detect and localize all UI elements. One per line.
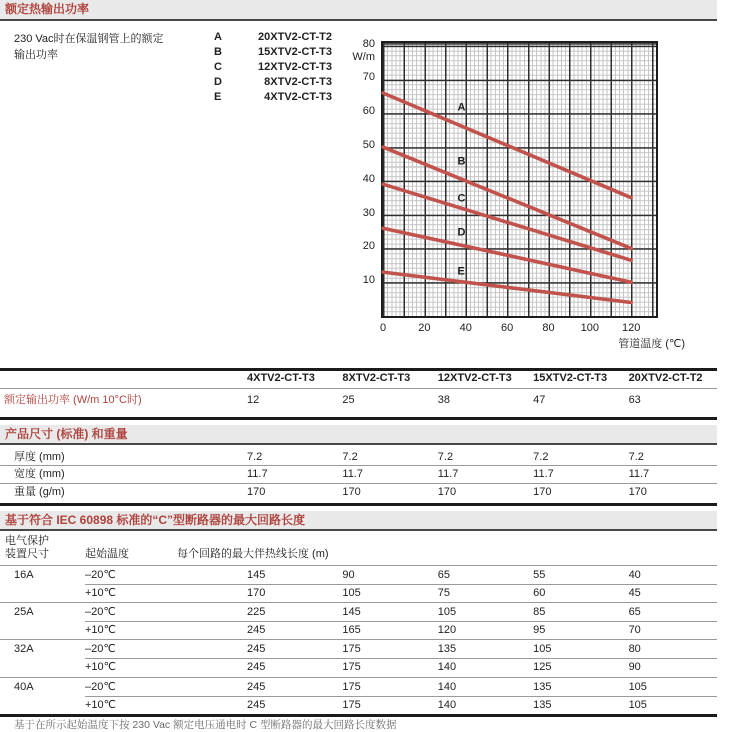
start-temp: –20℃: [85, 606, 116, 618]
cell-value: 11.7: [533, 468, 554, 480]
circuit-row: [0, 699, 717, 712]
series-label-D: D: [457, 226, 466, 239]
circuit-row: [0, 606, 717, 619]
cell-value: 95: [533, 624, 546, 636]
circuit-col1-header: 电气保护 装置尺寸: [5, 535, 49, 560]
column-header: 4XTV2-CT-T3: [247, 372, 315, 384]
series-line-E: [383, 272, 631, 302]
cell-value: 12: [247, 394, 260, 406]
divider: [0, 677, 717, 678]
cell-value: 65: [437, 569, 451, 581]
device-size: 40A: [14, 681, 34, 693]
series-label-A: A: [457, 101, 466, 114]
legend-key: D: [214, 76, 222, 88]
x-tick-label: 60: [500, 322, 514, 334]
cell-value: 170: [247, 486, 266, 498]
divider: [0, 368, 717, 371]
y-tick-label: 50: [362, 139, 375, 152]
dimensions-row-weight: [0, 486, 717, 499]
cell-value: 47: [533, 394, 546, 406]
cell-value: 65: [628, 606, 641, 618]
cell-value: 145: [247, 569, 266, 581]
circuit-col2-header: 起始温度: [85, 548, 129, 560]
cell-value: 80: [628, 643, 641, 655]
cell-value: 11.7: [437, 468, 459, 480]
cell-value: 140: [437, 699, 457, 711]
cell-value: 170: [628, 486, 647, 498]
row-label: 额定输出功率 (W/m 10°C时): [4, 394, 142, 406]
cell-value: 70: [628, 624, 641, 636]
cell-value: 175: [342, 643, 361, 655]
cell-value: 105: [342, 587, 361, 599]
x-tick-label: 80: [542, 322, 555, 334]
cell-value: 175: [342, 681, 361, 693]
y-tick-label: 70: [362, 71, 375, 84]
start-temp: +10℃: [85, 699, 117, 711]
chart-lines: [383, 43, 656, 316]
y-axis-unit-label: W/m: [352, 51, 375, 63]
row-label: 厚度 (mm): [14, 451, 65, 463]
divider: [0, 483, 717, 484]
dimensions-row-thickness: [0, 451, 717, 464]
column-header: 8XTV2-CT-T3: [342, 372, 411, 384]
cell-value: 170: [437, 486, 457, 498]
output-power-chart: [381, 41, 658, 318]
cell-value: 7.2: [628, 451, 644, 463]
column-header: 15XTV2-CT-T3: [533, 372, 608, 384]
legend-label: 8XTV2-CT-T3: [264, 76, 332, 88]
x-tick-label: 120: [621, 322, 641, 334]
circuit-row: [0, 681, 717, 694]
divider: [0, 503, 717, 506]
start-temp: +10℃: [85, 587, 117, 599]
dimensions-row-width: [0, 468, 717, 481]
section-title-circuit-length: [0, 511, 717, 529]
cell-value: 7.2: [437, 451, 454, 463]
cell-value: 225: [247, 606, 266, 618]
cell-value: 85: [533, 606, 546, 618]
cell-value: 11.7: [342, 468, 363, 480]
divider: [0, 565, 717, 566]
cell-value: 170: [247, 587, 266, 599]
divider: [85, 696, 717, 697]
legend-key: A: [214, 31, 222, 43]
series-label-B: B: [457, 155, 466, 168]
divider: [0, 443, 717, 445]
power-table-row: [0, 394, 717, 407]
cell-value: 11.7: [247, 468, 268, 480]
cell-value: 245: [247, 643, 266, 655]
legend-item: [214, 91, 332, 106]
section-title-text: 基于符合 IEC 60898 标准的“C”型断路器的最大回路长度: [5, 513, 306, 527]
x-axis-title: 管道温度 (℃): [618, 338, 685, 350]
column-header: 20XTV2-CT-T2: [628, 372, 703, 384]
series-line-B: [383, 147, 631, 248]
cell-value: 175: [342, 661, 361, 673]
cell-value: 135: [533, 699, 552, 711]
y-tick-label: 60: [362, 105, 375, 118]
start-temp: +10℃: [85, 624, 117, 636]
divider: [0, 465, 717, 466]
y-tick-label: 40: [362, 172, 375, 185]
cell-value: 90: [628, 661, 641, 673]
intro-text: [14, 31, 164, 63]
cell-value: 7.2: [533, 451, 549, 463]
device-size: 25A: [14, 606, 34, 618]
cell-value: 125: [533, 661, 552, 673]
y-tick-label: 10: [362, 274, 375, 287]
y-tick-label: 30: [362, 206, 375, 219]
start-temp: –20℃: [85, 569, 116, 581]
divider: [0, 639, 717, 640]
intro-line-2: 输出功率: [14, 49, 58, 61]
cell-value: 45: [628, 587, 641, 599]
cell-value: 7.2: [342, 451, 358, 463]
cell-value: 170: [533, 486, 552, 498]
cell-value: 105: [628, 681, 647, 693]
cell-value: 145: [342, 606, 361, 618]
cell-value: 135: [533, 681, 552, 693]
x-tick-label: 20: [418, 322, 431, 334]
power-table-header-row: [0, 372, 717, 385]
legend-item: [214, 31, 332, 46]
row-label: 重量 (g/m): [14, 486, 65, 498]
x-tick-label: 0: [379, 322, 387, 334]
circuit-row: [0, 661, 717, 674]
start-temp: +10℃: [85, 661, 117, 673]
cell-value: 135: [437, 643, 457, 655]
divider: [0, 417, 717, 420]
circuit-row: [0, 569, 717, 582]
legend-label: 4XTV2-CT-T3: [264, 91, 332, 103]
start-temp: –20℃: [85, 643, 116, 655]
cell-value: 140: [437, 681, 457, 693]
cell-value: 170: [342, 486, 361, 498]
legend-label: 15XTV2-CT-T3: [258, 46, 332, 58]
divider: [0, 602, 717, 603]
x-tick-label: 100: [580, 322, 599, 334]
intro-line-1: 230 Vac时在保温钢管上的额定: [14, 33, 164, 45]
cell-value: 55: [533, 569, 546, 581]
cell-value: 165: [342, 624, 361, 636]
cell-value: 11.7: [628, 468, 650, 480]
x-tick-label: 40: [459, 322, 472, 334]
circuit-row: [0, 587, 717, 600]
legend-key: B: [214, 46, 222, 58]
cell-value: 40: [628, 569, 641, 581]
divider: [85, 621, 717, 622]
section-title-text: 额定热输出功率: [5, 2, 90, 16]
cell-value: 245: [247, 681, 266, 693]
section-title-text: 产品尺寸 (标准) 和重量: [5, 427, 128, 441]
legend-key: C: [214, 61, 222, 73]
legend-key: E: [214, 91, 222, 103]
circuit-row: [0, 643, 717, 656]
legend-label: 12XTV2-CT-T3: [258, 61, 332, 73]
cell-value: 245: [247, 699, 266, 711]
legend-item: [214, 76, 332, 91]
cell-value: 140: [437, 661, 457, 673]
cell-value: 245: [247, 661, 266, 673]
y-tick-label: 80: [362, 37, 375, 50]
divider: [85, 658, 717, 659]
device-size: 32A: [14, 643, 34, 655]
divider: [0, 529, 717, 531]
row-label: 宽度 (mm): [14, 468, 65, 480]
series-line-C: [383, 184, 631, 260]
start-temp: –20℃: [85, 681, 116, 693]
cell-value: 105: [628, 699, 647, 711]
series-label-E: E: [457, 265, 465, 278]
y-tick-label: 20: [362, 240, 375, 253]
circuit-col3-header: 每个回路的最大伴热线长度 (m): [177, 548, 329, 560]
cell-value: 105: [533, 643, 552, 655]
legend-label: 20XTV2-CT-T2: [258, 31, 332, 43]
legend-item: [214, 46, 332, 61]
section-title-dimensions: [0, 425, 717, 443]
cell-value: 75: [437, 587, 451, 599]
series-label-C: C: [457, 192, 466, 205]
cell-value: 60: [533, 587, 546, 599]
cell-value: 25: [342, 394, 355, 406]
column-header: 12XTV2-CT-T3: [437, 372, 512, 384]
cell-value: 245: [247, 624, 266, 636]
cell-value: 175: [342, 699, 361, 711]
cell-value: 63: [628, 394, 641, 406]
legend-item: [214, 61, 332, 76]
footnote-clipped: 基于在所示起始温度下按 230 Vac 额定电压通电时 C 型断路器的最大回路长度数据: [14, 719, 397, 731]
circuit-row: [0, 624, 717, 637]
cell-value: 7.2: [247, 451, 263, 463]
cell-value: 120: [437, 624, 457, 636]
divider: [85, 584, 717, 585]
cell-value: 105: [437, 606, 457, 618]
series-line-D: [383, 228, 631, 282]
cell-value: 38: [437, 394, 451, 406]
series-line-A: [383, 93, 631, 198]
y-axis-ticks: [330, 0, 375, 330]
cell-value: 90: [342, 569, 355, 581]
device-size: 16A: [14, 569, 34, 581]
chart-legend: [214, 31, 332, 106]
divider: [0, 388, 717, 389]
